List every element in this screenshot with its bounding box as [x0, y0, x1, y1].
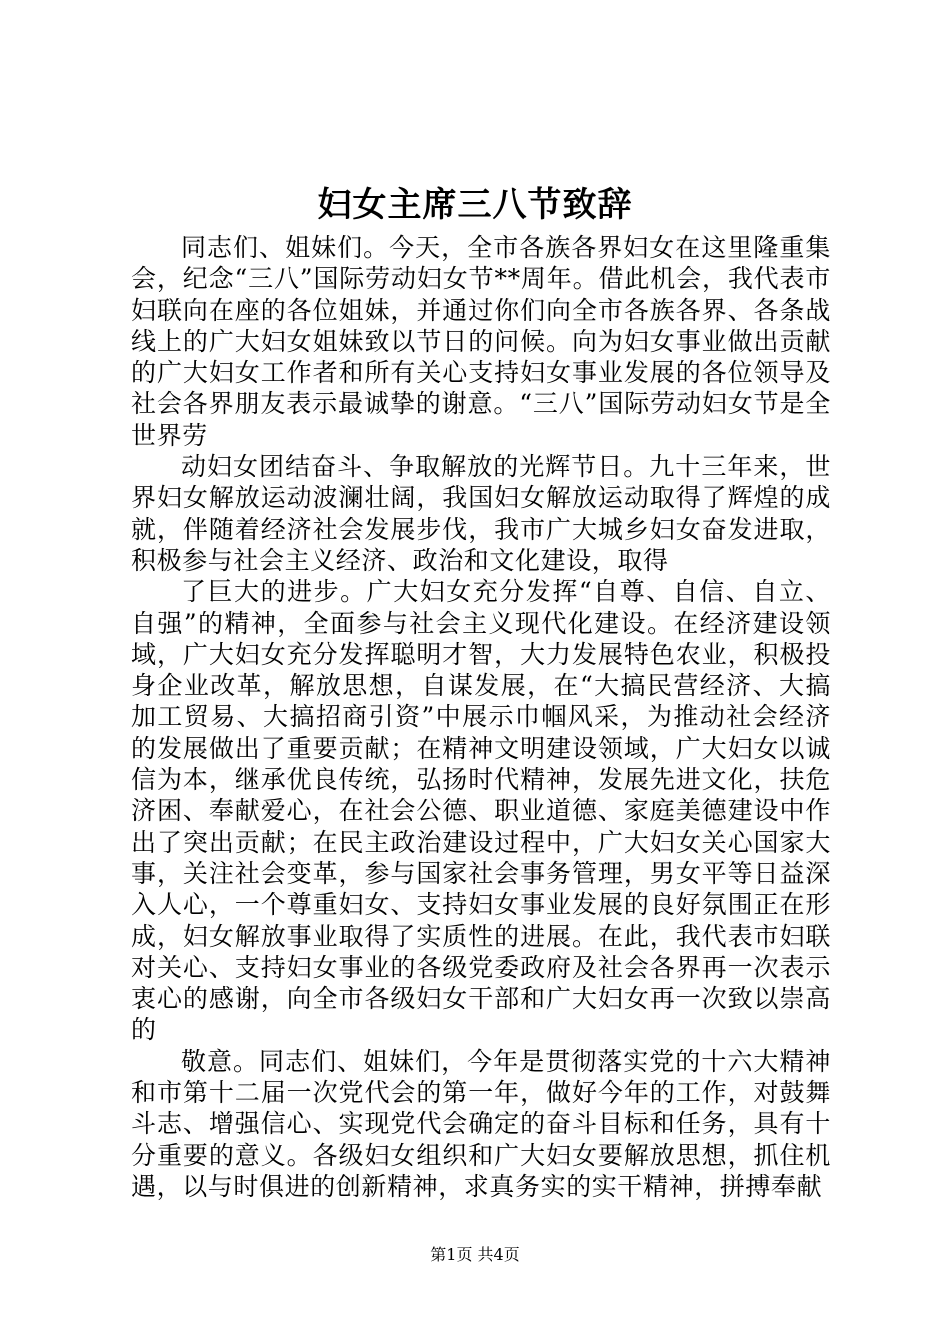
paragraph-1: 同志们、姐妹们。今天，全市各族各界妇女在这里隆重集会，纪念“三八”国际劳动妇女节**周年。借此机会，我代表市妇联向在座的各位姐妹，并通过你们向全市各族各界、各条战线上的广大妇女姐妹致以节日的问候。向为妇女事业做出贡献的广大妇女工作者和所有关心支持妇女事业发展的各位领导及社会各界朋友表示最诚挚的谢意。“三八”国际劳动妇女节是全世界劳 [131, 233, 831, 450]
paragraph-4: 敬意。同志们、姐妹们，今年是贯彻落实党的十六大精神和市第十二届一次党代会的第一年，做好今年的工作，对鼓舞斗志、增强信心、实现党代会确定的奋斗目标和任务，具有十分重要的意义。各级妇女组织和广大妇女要解放思想，抓住机遇，以与时俱进的创新精神，求真务实的实干精神，拼搏奉献 [131, 1046, 831, 1201]
paragraph-2: 动妇女团结奋斗、争取解放的光辉节日。九十三年来，世界妇女解放运动波澜壮阔，我国妇女解放运动取得了辉煌的成就，伴随着经济社会发展步伐，我市广大城乡妇女奋发进取，积极参与社会主义经济、政治和文化建设，取得 [131, 452, 831, 575]
document-title: 妇女主席三八节致辞 [317, 185, 633, 225]
paragraph-3: 了巨大的进步。广大妇女充分发挥“自尊、自信、自立、自强”的精神，全面参与社会主义现代化建设。在经济建设领域，广大妇女充分发挥聪明才智，大力发展特色农业，积极投身企业改革，解放思想，自谋发展，在“大搞民营经济、大搞加工贸易、大搞招商引资”中展示巾帼风采，为推动社会经济的发展做出了重要贡献；在精神文明建设领域，广大妇女以诚信为本，继承优良传统，弘扬时代精神，发展先进文化，扶危济困、奉献爱心，在社会公德、职业道德、家庭美德建设中作出了突出贡献；在民主政治建设过程中，广大妇女关心国家大事，关注社会变革，参与国家社会事务管理，男女平等日益深入人心，一个尊重妇女、支持妇女事业发展的良好氛围正在形成，妇女解放事业取得了实质性的进展。在此，我代表市妇联对关心、支持妇女事业的各级党委政府及社会各界再一次表示衷心的感谢，向全市各级妇女干部和广大妇女再一次致以崇高的 [131, 577, 831, 1045]
page-footer: 第1页 共4页 [430, 1245, 520, 1264]
document-body [131, 232, 831, 1202]
